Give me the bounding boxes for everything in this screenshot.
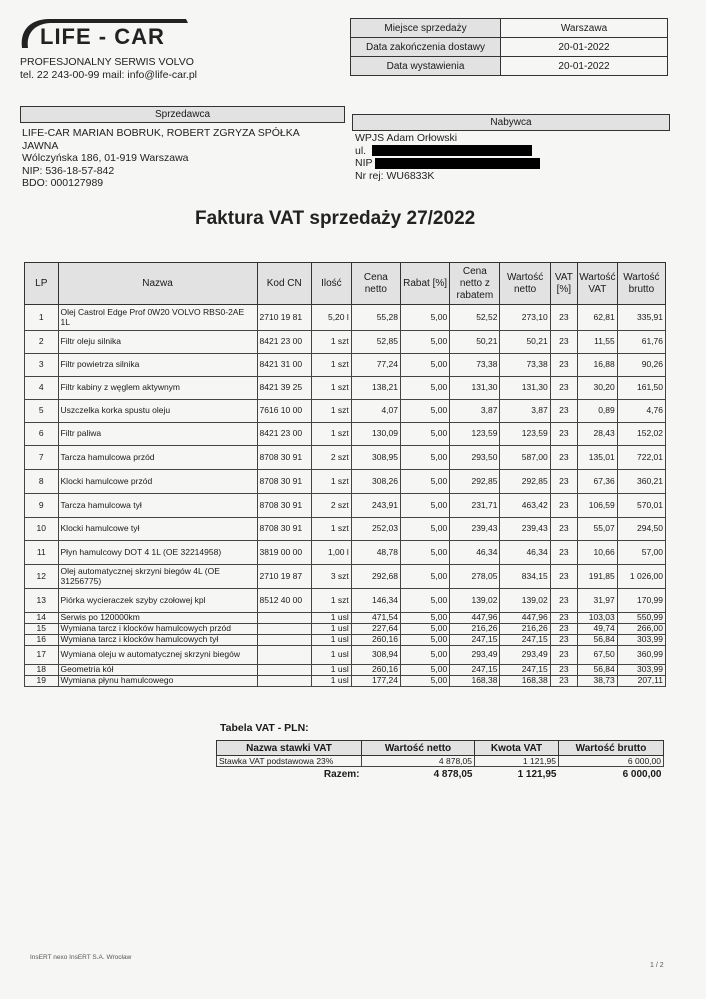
row-lp: 5 [25,400,59,423]
vat-rate-name: Stawka VAT podstawowa 23% [217,756,362,767]
info-row [351,38,668,57]
row-gross: 722,01 [617,446,665,470]
sum-vat: 1 121,95 [517,769,557,781]
row-gross: 170,99 [617,589,665,613]
row-name: Wymiana oleju w automatycznej skrzyni biegów [58,646,257,665]
table-row [25,665,666,676]
col-header-gross: Wartość brutto [617,263,665,305]
row-vat: 38,73 [577,676,617,687]
row-name: Wymiana tarcz i klocków hamulcowych tył [58,635,257,646]
row-vat-rate: 23 [550,646,577,665]
row-price-discounted: 231,71 [450,494,500,518]
row-name: Klocki hamulcowe tył [58,518,257,541]
row-discount: 5,00 [400,494,449,518]
table-row [25,494,666,518]
row-net: 168,38 [500,676,550,687]
table-row [25,377,666,400]
vat-rate-vat: 1 121,95 [475,756,559,767]
row-price: 308,26 [351,470,400,494]
row-vat-rate: 23 [550,518,577,541]
vat-col-name: Nazwa stawki VAT [217,741,362,756]
row-vat-rate: 23 [550,613,577,624]
row-vat: 0,89 [577,400,617,423]
seller-header: Sprzedawca [20,106,345,123]
row-vat: 31,97 [577,589,617,613]
table-row [25,624,666,635]
col-header-discount: Rabat [%] [400,263,449,305]
row-price-discounted: 293,50 [450,446,500,470]
row-price-discounted: 139,02 [450,589,500,613]
row-name: Filtr powietrza silnika [58,354,257,377]
row-cn: 8421 31 00 [257,354,311,377]
page-number: 1 / 2 [650,962,664,969]
row-qty: 3 szt [311,565,351,589]
row-lp: 4 [25,377,59,400]
row-cn: 7616 10 00 [257,400,311,423]
row-qty: 1 usl [311,613,351,624]
row-name: Geometria kół [58,665,257,676]
row-discount: 5,00 [400,331,449,354]
row-price: 308,94 [351,646,400,665]
row-gross: 4,76 [617,400,665,423]
row-lp: 11 [25,541,59,565]
logo-text: LIFE - CAR [40,24,165,49]
row-price: 77,24 [351,354,400,377]
row-cn [257,624,311,635]
row-gross: 90,26 [617,354,665,377]
row-vat: 103,03 [577,613,617,624]
row-cn: 8708 30 91 [257,470,311,494]
row-price-discounted: 168,38 [450,676,500,687]
row-cn: 2710 19 81 [257,305,311,331]
row-vat: 10,66 [577,541,617,565]
row-price: 4,07 [351,400,400,423]
row-price: 48,78 [351,541,400,565]
row-lp: 17 [25,646,59,665]
row-gross: 1 026,00 [617,565,665,589]
row-lp: 15 [25,624,59,635]
row-net: 50,21 [500,331,550,354]
row-price-discounted: 123,59 [450,423,500,446]
row-price: 227,64 [351,624,400,635]
row-cn: 8421 23 00 [257,423,311,446]
row-price-discounted: 293,49 [450,646,500,665]
row-vat-rate: 23 [550,305,577,331]
row-vat-rate: 23 [550,423,577,446]
row-gross: 335,91 [617,305,665,331]
row-discount: 5,00 [400,635,449,646]
row-cn: 8708 30 91 [257,446,311,470]
row-cn [257,646,311,665]
row-discount: 5,00 [400,470,449,494]
row-vat: 16,88 [577,354,617,377]
row-price-discounted: 131,30 [450,377,500,400]
row-name: Uszczelka korka spustu oleju [58,400,257,423]
col-header-net: Wartość netto [500,263,550,305]
row-price-discounted: 447,96 [450,613,500,624]
row-vat-rate: 23 [550,665,577,676]
table-row [25,305,666,331]
info-label: Data wystawienia [351,57,501,76]
vat-row [217,756,664,767]
row-vat: 62,81 [577,305,617,331]
row-qty: 1 szt [311,331,351,354]
row-vat: 56,84 [577,665,617,676]
row-discount: 5,00 [400,400,449,423]
row-discount: 5,00 [400,676,449,687]
row-name: Olej Castrol Edge Prof 0W20 VOLVO RBS0-2AE 1L [58,305,257,331]
row-discount: 5,00 [400,446,449,470]
row-cn [257,676,311,687]
buyer-street [355,145,540,158]
row-net: 139,02 [500,589,550,613]
row-lp: 14 [25,613,59,624]
row-lp: 1 [25,305,59,331]
vat-rate-net: 4 878,05 [362,756,475,767]
info-value: 20-01-2022 [501,57,668,76]
seller-name-cont: JAWNA [22,139,59,152]
row-net: 273,10 [500,305,550,331]
row-net: 247,15 [500,665,550,676]
row-qty: 2 szt [311,446,351,470]
row-qty: 1 usl [311,676,351,687]
row-vat: 67,50 [577,646,617,665]
row-vat-rate: 23 [550,624,577,635]
row-name: Filtr paliwa [58,423,257,446]
row-lp: 16 [25,635,59,646]
seller-bdo: BDO: 000127989 [22,177,104,189]
row-gross: 57,00 [617,541,665,565]
table-row [25,589,666,613]
table-row [25,676,666,687]
row-cn [257,665,311,676]
row-vat: 28,43 [577,423,617,446]
row-qty: 1 usl [311,635,351,646]
row-price: 243,91 [351,494,400,518]
buyer-reg: Nr rej: WU6833K [355,169,435,182]
row-qty: 1 szt [311,354,351,377]
row-discount: 5,00 [400,665,449,676]
row-cn: 8708 30 91 [257,494,311,518]
vat-header-row [217,741,664,756]
col-header-lp: LP [25,263,59,305]
row-vat-rate: 23 [550,565,577,589]
table-row [25,470,666,494]
buyer-details [355,132,540,182]
row-gross: 570,01 [617,494,665,518]
row-name: Filtr kabiny z węglem aktywnym [58,377,257,400]
row-net: 216,26 [500,624,550,635]
row-price: 52,85 [351,331,400,354]
sum-label: Razem: [323,769,360,781]
row-net: 463,42 [500,494,550,518]
row-vat: 67,36 [577,470,617,494]
service-name: PROFESJONALNY SERWIS VOLVO [20,56,194,68]
row-lp: 13 [25,589,59,613]
row-qty: 1 szt [311,377,351,400]
row-gross: 303,99 [617,635,665,646]
vat-rate-gross: 6 000,00 [559,756,664,767]
row-price-discounted: 247,15 [450,665,500,676]
company-info [20,56,197,82]
row-discount: 5,00 [400,541,449,565]
col-header-price-discounted: Cena netto z rabatem [450,263,500,305]
row-qty: 1 usl [311,646,351,665]
info-value: Warszawa [501,19,668,38]
sum-net: 4 878,05 [433,769,473,781]
row-price-discounted: 46,34 [450,541,500,565]
table-row [25,518,666,541]
table-row [25,423,666,446]
row-gross: 61,76 [617,331,665,354]
buyer-nip-label: NIP [355,157,373,169]
row-net: 292,85 [500,470,550,494]
vat-col-gross: Wartość brutto [559,741,664,756]
row-name: Wymiana tarcz i klocków hamulcowych przód [58,624,257,635]
row-vat: 11,55 [577,331,617,354]
redaction-bar [372,145,532,156]
row-price: 292,68 [351,565,400,589]
row-gross: 161,50 [617,377,665,400]
buyer-name: WPJS Adam Orłowski [355,132,458,144]
row-vat-rate: 23 [550,635,577,646]
seller-address: Wólczyńska 186, 01-919 Warszawa [22,152,189,164]
row-net: 73,38 [500,354,550,377]
row-vat: 56,84 [577,635,617,646]
row-cn: 8708 30 91 [257,518,311,541]
row-cn [257,635,311,646]
buyer-street-label: ul. [355,144,367,157]
info-row [351,57,668,76]
row-net: 239,43 [500,518,550,541]
row-lp: 6 [25,423,59,446]
row-name: Klocki hamulcowe przód [58,470,257,494]
info-value: 20-01-2022 [501,38,668,57]
row-price: 130,09 [351,423,400,446]
row-name: Serwis po 120000km [58,613,257,624]
row-net: 587,00 [500,446,550,470]
company-contact: tel. 22 243-00-99 mail: info@life-car.pl [20,69,197,81]
row-net: 293,49 [500,646,550,665]
row-price: 260,16 [351,665,400,676]
row-lp: 8 [25,470,59,494]
vat-summary-table [216,740,664,783]
col-header-qty: Ilość [311,263,351,305]
table-row [25,635,666,646]
row-cn: 8512 40 00 [257,589,311,613]
row-vat: 135,01 [577,446,617,470]
row-vat: 106,59 [577,494,617,518]
row-name: Olej automatycznej skrzyni biegów 4L (OE 31256775) [58,565,257,589]
row-price-discounted: 239,43 [450,518,500,541]
row-net: 3,87 [500,400,550,423]
row-vat: 191,85 [577,565,617,589]
table-row [25,541,666,565]
row-discount: 5,00 [400,305,449,331]
row-price-discounted: 278,05 [450,565,500,589]
row-vat-rate: 23 [550,589,577,613]
row-discount: 5,00 [400,377,449,400]
sum-gross: 6 000,00 [622,769,662,781]
row-qty: 1,00 l [311,541,351,565]
row-price: 471,54 [351,613,400,624]
row-qty: 1 szt [311,470,351,494]
row-price-discounted: 292,85 [450,470,500,494]
table-row [25,646,666,665]
row-vat: 55,07 [577,518,617,541]
row-price-discounted: 216,26 [450,624,500,635]
row-lp: 10 [25,518,59,541]
row-lp: 3 [25,354,59,377]
row-vat-rate: 23 [550,331,577,354]
row-cn: 8421 39 25 [257,377,311,400]
row-lp: 18 [25,665,59,676]
row-price: 55,28 [351,305,400,331]
seller-nip: NIP: 536-18-57-842 [22,164,115,177]
row-vat-rate: 23 [550,446,577,470]
invoice-title: Faktura VAT sprzedaży 27/2022 [195,208,476,229]
info-label: Data zakończenia dostawy [351,38,501,57]
row-vat-rate: 23 [550,676,577,687]
row-qty: 1 szt [311,518,351,541]
row-discount: 5,00 [400,518,449,541]
row-gross: 266,00 [617,624,665,635]
row-name: Tarcza hamulcowa tył [58,494,257,518]
row-vat: 30,20 [577,377,617,400]
row-qty: 1 szt [311,589,351,613]
row-name: Wymiana płynu hamulcowego [58,676,257,687]
row-gross: 303,99 [617,665,665,676]
row-discount: 5,00 [400,565,449,589]
col-header-cn: Kod CN [257,263,311,305]
row-vat: 49,74 [577,624,617,635]
info-row [351,19,668,38]
seller-details [22,127,300,190]
seller-name: LIFE-CAR MARIAN BOBRUK, ROBERT ZGRYZA SPÓŁKA [22,127,300,139]
row-net: 123,59 [500,423,550,446]
row-price: 138,21 [351,377,400,400]
table-row [25,331,666,354]
row-gross: 294,50 [617,518,665,541]
company-logo [18,14,193,54]
vat-col-vat: Kwota VAT [475,741,559,756]
row-price: 146,34 [351,589,400,613]
row-qty: 1 usl [311,624,351,635]
row-cn: 8421 23 00 [257,331,311,354]
row-price-discounted: 52,52 [450,305,500,331]
row-net: 834,15 [500,565,550,589]
redaction-bar [375,158,540,169]
row-vat-rate: 23 [550,377,577,400]
row-gross: 550,99 [617,613,665,624]
buyer-nip [355,157,540,170]
row-gross: 152,02 [617,423,665,446]
row-price-discounted: 73,38 [450,354,500,377]
invoice-info-table [350,18,668,76]
row-discount: 5,00 [400,613,449,624]
software-footer: InsERT nexo InsERT S.A. Wrocław [30,954,132,961]
row-net: 46,34 [500,541,550,565]
table-row [25,400,666,423]
col-header-price: Cena netto [351,263,400,305]
row-price-discounted: 247,15 [450,635,500,646]
row-cn [257,613,311,624]
row-price: 252,03 [351,518,400,541]
table-row [25,354,666,377]
row-name: Tarcza hamulcowa przód [58,446,257,470]
row-name: Piórka wycieraczek szyby czołowej kpl [58,589,257,613]
row-price-discounted: 3,87 [450,400,500,423]
row-gross: 360,21 [617,470,665,494]
row-discount: 5,00 [400,423,449,446]
row-gross: 207,11 [617,676,665,687]
row-cn: 3819 00 00 [257,541,311,565]
row-price-discounted: 50,21 [450,331,500,354]
row-vat-rate: 23 [550,470,577,494]
row-net: 247,15 [500,635,550,646]
table-row [25,613,666,624]
row-net: 131,30 [500,377,550,400]
row-qty: 2 szt [311,494,351,518]
row-qty: 1 szt [311,423,351,446]
table-header-row [25,263,666,305]
row-discount: 5,00 [400,589,449,613]
row-price: 308,95 [351,446,400,470]
vat-sum-row [217,767,664,783]
row-net: 447,96 [500,613,550,624]
row-name: Płyn hamulcowy DOT 4 1L (OE 32214958) [58,541,257,565]
row-price: 260,16 [351,635,400,646]
vat-col-net: Wartość netto [362,741,475,756]
row-discount: 5,00 [400,624,449,635]
row-gross: 360,99 [617,646,665,665]
vat-table-title: Tabela VAT - PLN: [220,722,309,734]
row-vat-rate: 23 [550,400,577,423]
row-price: 177,24 [351,676,400,687]
row-name: Filtr oleju silnika [58,331,257,354]
row-qty: 5,20 l [311,305,351,331]
row-qty: 1 usl [311,665,351,676]
row-vat-rate: 23 [550,494,577,518]
row-qty: 1 szt [311,400,351,423]
buyer-header: Nabywca [352,114,670,131]
row-lp: 19 [25,676,59,687]
row-vat-rate: 23 [550,354,577,377]
col-header-vat: Wartość VAT [577,263,617,305]
row-lp: 7 [25,446,59,470]
row-discount: 5,00 [400,354,449,377]
row-lp: 9 [25,494,59,518]
row-lp: 12 [25,565,59,589]
table-row [25,446,666,470]
items-table [24,262,666,687]
row-cn: 2710 19 87 [257,565,311,589]
row-vat-rate: 23 [550,541,577,565]
row-discount: 5,00 [400,646,449,665]
info-label: Miejsce sprzedaży [351,19,501,38]
col-header-name: Nazwa [58,263,257,305]
col-header-vat-rate: VAT [%] [550,263,577,305]
table-row [25,565,666,589]
row-lp: 2 [25,331,59,354]
